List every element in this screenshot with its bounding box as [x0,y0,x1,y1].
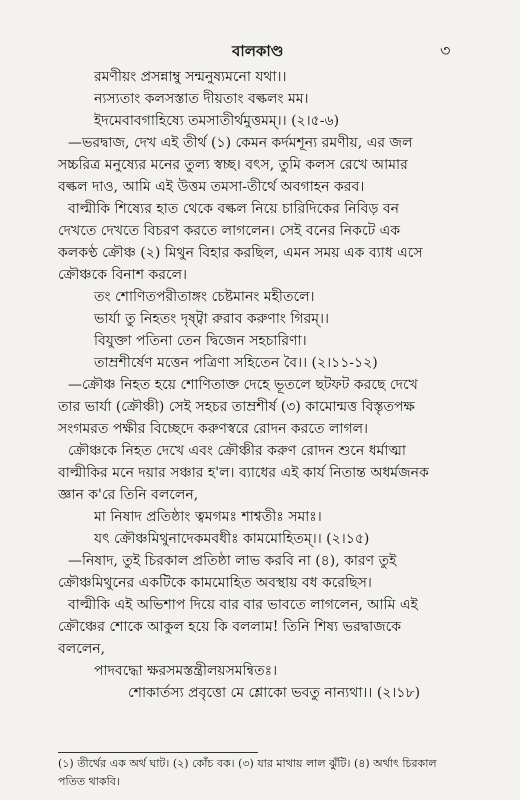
verse-line: পাদবদ্ধো ক্ষরসমস্তন্ত্রীলয়সমন্বিতঃ। [94,663,278,679]
verse-line: ভার্যা তু নিহতং দৃষ্ট্বা রুরাব করুণাং গিরম্।। [94,311,330,327]
text-line: দেখতে দেখতে বিচরণ করতে লাগলেন। সেই বনের নিকটে এক [58,223,401,239]
text-line: —ভরদ্বাজ, দেখ এই তীর্থ (১) কেমন কর্দমশূন্য রমণীয়, এর জল [68,135,413,151]
running-title: বালকাণ্ড [232,42,284,60]
text-line: বাল্মীকি শিষ্যের হাত থেকে বল্কল নিয়ে চারিদিকের নিবিড় বন [68,201,399,217]
text-line: সংগমরত পক্ষীর বিচ্ছেদে করুণস্বরে রোদন করতে লাগল। [58,421,369,437]
text-line: ক্রৌঞ্চকে বিনাশ করলে। [58,267,188,283]
page-number: ৩ [440,41,451,60]
page-header [0,40,520,62]
text-line: ক্রৌঞ্চমিথুনের একটিকে কামমোহিত অবস্থায় বধ করেছিস। [58,575,372,591]
text-line: বাল্মীকির মনে দয়ার সঞ্চার হ'ল। ব্যাধের এই কার্য নিতান্ত অধর্মজনক [58,465,429,481]
verse-line: ন্যস্যতাং কলসস্তাত দীয়তাং বল্কলং মম। [94,91,309,107]
text-line: বল্কল দাও, আমি এই উত্তম তমসা-তীর্থে অবগাহন করব। [58,179,365,195]
footnote-line: (১) তীর্থের এক অর্থ ঘাট। (২) কোঁচ বক। (৩) যার মাথায় লাল ঝুঁটি। (৪) অর্থাৎ চিরকাল [58,757,437,770]
footnote-line: পতিত থাকবি। [58,775,120,788]
text-line: সচ্চরিত্র মনুষ্যের মনের তুল্য স্বচ্ছ। বৎস, তুমি কলস রেখে আমার [58,157,408,173]
verse-line: যৎ ক্রৌঞ্চমিথুনাদেকমবধীঃ কামমোহিতম্।। (২।১৫) [94,531,370,547]
verse-line: তাম্রশীর্ষেণ মত্তেন পত্রিণা সহিতেন বৈ।। (২।১১-১২) [94,355,378,371]
verse-line: মা নিষাদ প্রতিষ্ঠাং ত্বমগমঃ শাশ্বতীঃ সমাঃ। [94,509,322,525]
text-line: বললেন, [58,641,106,657]
text-line: —ক্রৌঞ্চ নিহত হয়ে শোণিতাক্ত দেহে ভূতলে ছটফট করছে দেখে [68,377,418,393]
text-line: ক্রৌঞ্চের শোকে আকুল হয়ে কি বললাম! তিনি শিষ্য ভরদ্বাজকে [58,619,402,635]
verse-line: তং শোণিতপরীতাঙ্গং চেষ্টমানং মহীতলে। [94,289,315,305]
verse-line: বিযুক্তা পতিনা তেন দ্বিজেন সহচারিণা। [94,333,307,349]
verse-line: শোকার্তস্য প্রবৃত্তো মে শ্লোকো ভবতু নান্যথা।। (২।১৮) [128,685,421,701]
text-line: কলকণ্ঠ ক্রৌঞ্চ (২) মিথুন বিহার করছিল, এমন সময় এক ব্যাধ এসে [58,245,423,261]
verse-line: ইদমেবাবগাহিষ্যে তমসাতীর্থমুত্তমম্।। (২।৫-৬) [94,113,340,129]
footnotes [58,755,478,791]
text-line: —নিষাদ, তুই চিরকাল প্রতিষ্ঠা লাভ করবি না (৪), কারণ তুই [68,553,397,569]
text-line: জ্ঞান ক'রে তিনি বললেন, [58,487,199,503]
footnote-rule [58,752,258,753]
page-body [58,66,476,704]
text-line: বাল্মীকি এই অভিশাপ দিয়ে বার বার ভাবতে লাগলেন, আমি এই [68,597,418,613]
text-line: ক্রৌঞ্চকে নিহত দেখে এবং ক্রৌঞ্চীর করুণ রোদন শুনে ধর্মাত্মা [68,443,406,459]
text-line: তার ভার্যা (ক্রৌঞ্চী) সেই সহচর তাম্রশীর্ষ (৩) কামোন্মত্ত বিস্তৃতপক্ষ [58,399,415,415]
verse-line: রমণীয়ং প্রসন্নাম্বু সন্মনুষ্যমনো যথা।। [94,69,287,85]
